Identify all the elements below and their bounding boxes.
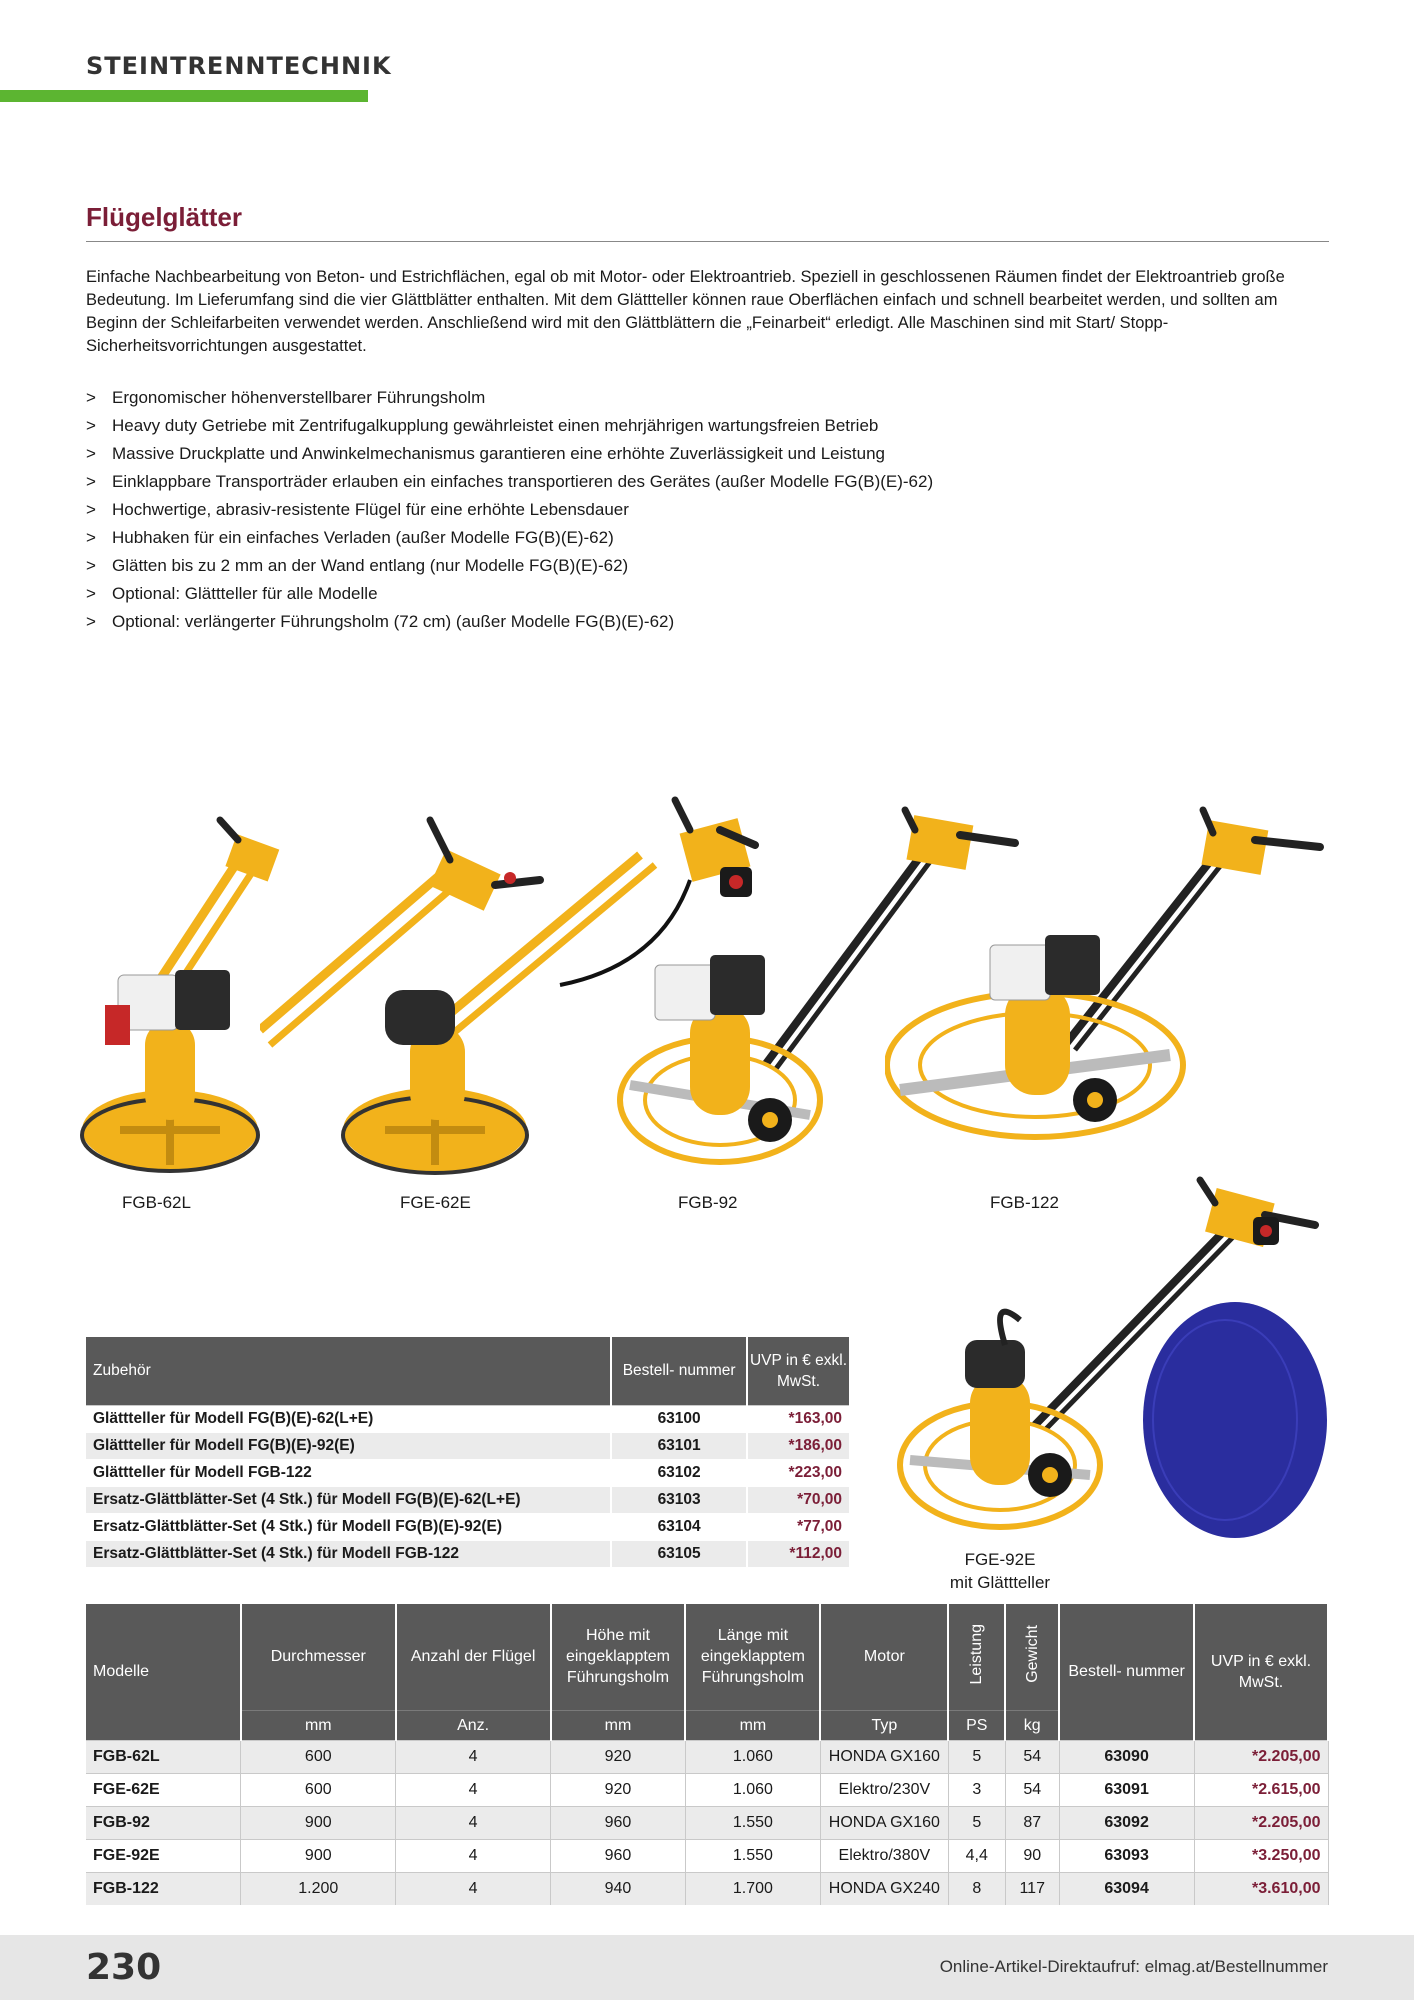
footer-link-text: Online-Artikel-Direktaufruf: elmag.at/Bestellnummer <box>939 1957 1328 1976</box>
list-item: > Ergonomischer höhenverstellbarer Führungsholm <box>86 384 933 412</box>
models-header-power: Leistung <box>948 1604 1005 1710</box>
unit-height: mm <box>551 1710 686 1740</box>
feature-list <box>86 384 933 636</box>
list-item: > Heavy duty Getriebe mit Zentrifugalkupplung gewährleistet einen mehrjährigen wartungsfreien Betrieb <box>86 412 933 440</box>
bullet-icon: > <box>86 528 96 547</box>
list-item: > Hochwertige, abrasiv-resistente Flügel für eine erhöhte Lebensdauer <box>86 496 933 524</box>
accessory-header-name: Zubehör <box>86 1337 611 1405</box>
bullet-icon: > <box>86 416 96 435</box>
unit-length: mm <box>685 1710 820 1740</box>
unit-diameter: mm <box>241 1710 396 1740</box>
table-row: FGB-122 1.200 4 940 1.700 HONDA GX240 8 117 63094 *3.610,00 <box>86 1872 1328 1905</box>
table-row: FGE-92E 900 4 960 1.550 Elektro/380V 4,4 90 63093 *3.250,00 <box>86 1839 1328 1872</box>
table-row: Glättteller für Modell FG(B)(E)-62(L+E) 63100 *163,00 <box>86 1405 850 1432</box>
list-item: > Optional: Glättteller für alle Modelle <box>86 580 933 608</box>
models-header-number: Bestell- nummer <box>1059 1604 1194 1740</box>
bullet-icon: > <box>86 556 96 575</box>
models-header-model: Modelle <box>86 1604 241 1740</box>
unit-power: PS <box>948 1710 1005 1740</box>
product-image-fgb-122 <box>885 805 1330 1180</box>
title-divider <box>86 241 1329 242</box>
accessory-header-price: UVP in € exkl. MwSt. <box>747 1337 850 1405</box>
models-header-price: UVP in € exkl. MwSt. <box>1194 1604 1328 1740</box>
models-header-motor: Motor <box>820 1604 948 1710</box>
product-image-fge-92e <box>895 1175 1335 1560</box>
product-label-fgb-122: FGB-122 <box>990 1193 1059 1212</box>
table-row: Ersatz-Glättblätter-Set (4 Stk.) für Modell FG(B)(E)-62(L+E) 63103 *70,00 <box>86 1486 850 1513</box>
table-row: Ersatz-Glättblätter-Set (4 Stk.) für Modell FG(B)(E)-92(E) 63104 *77,00 <box>86 1513 850 1540</box>
unit-motor: Typ <box>820 1710 948 1740</box>
intro-text: Einfache Nachbearbeitung von Beton- und Estrichflächen, egal ob mit Motor- oder Elektroantrieb. Speziell in geschlossenen Räumen findet der Elektroantrieb große Bedeutung. Im Lieferumfang sind die vier Glättblätter enthalten. Mit dem Glättteller können raue Oberflächen einfach und schnell bearbeitet werden, und sollten am Beginn der Schleifarbeiten verwendet werden. Anschließend wird mit den Glättblättern die „Feinarbeit“ erledigt. Alle Maschinen sind mit Start/ Stopp-Sicherheitsvorrichtungen ausgestattet. <box>86 268 1285 355</box>
accessories-table <box>86 1337 851 1568</box>
bullet-icon: > <box>86 388 96 407</box>
models-header-weight: Gewicht <box>1005 1604 1059 1710</box>
section-accent-bar <box>0 90 368 102</box>
bullet-icon: > <box>86 612 96 631</box>
models-header-length: Länge mit eingeklapptem Führungsholm <box>685 1604 820 1710</box>
bullet-icon: > <box>86 444 96 463</box>
page-title: Flügelglätter <box>86 202 243 232</box>
product-label-fge-62e: FGE-62E <box>400 1193 471 1212</box>
list-item: > Hubhaken für ein einfaches Verladen (außer Modelle FG(B)(E)-62) <box>86 524 933 552</box>
unit-weight: kg <box>1005 1710 1059 1740</box>
list-item: > Massive Druckplatte und Anwinkelmechanismus garantieren eine erhöhte Zuverlässigkeit und Leistung <box>86 440 933 468</box>
unit-blades: Anz. <box>396 1710 551 1740</box>
list-item: > Einklappbare Transporträder erlauben ein einfaches transportieren des Gerätes (außer Modelle FG(B)(E)-62) <box>86 468 933 496</box>
product-label-fge-92e: FGE-92E mit Glättteller <box>949 1550 1051 1592</box>
section-header: STEINTRENNTECHNIK <box>86 52 392 80</box>
models-header-height: Höhe mit eingeklapptem Führungsholm <box>551 1604 686 1710</box>
bullet-icon: > <box>86 584 96 603</box>
product-image-fgb-62l <box>80 800 280 1185</box>
models-header-blades: Anzahl der Flügel <box>396 1604 551 1710</box>
table-row: Ersatz-Glättblätter-Set (4 Stk.) für Modell FGB-122 63105 *112,00 <box>86 1540 850 1567</box>
accessory-header-number: Bestell- nummer <box>611 1337 747 1405</box>
table-row: FGE-62E 600 4 920 1.060 Elektro/230V 3 54 63091 *2.615,00 <box>86 1773 1328 1806</box>
table-row: FGB-62L 600 4 920 1.060 HONDA GX160 5 54 63090 *2.205,00 <box>86 1740 1328 1773</box>
table-row: Glättteller für Modell FG(B)(E)-92(E) 63101 *186,00 <box>86 1432 850 1459</box>
product-label-fgb-62l: FGB-62L <box>122 1193 191 1212</box>
list-item: > Glätten bis zu 2 mm an der Wand entlang (nur Modelle FG(B)(E)-62) <box>86 552 933 580</box>
table-row: Glättteller für Modell FGB-122 63102 *223,00 <box>86 1459 850 1486</box>
list-item: > Optional: verlängerter Führungsholm (72 cm) (außer Modelle FG(B)(E)-62) <box>86 608 933 636</box>
bullet-icon: > <box>86 472 96 491</box>
models-table <box>86 1604 1329 1905</box>
bullet-icon: > <box>86 500 96 519</box>
page-number: 230 <box>86 1947 162 1988</box>
models-header-diameter: Durchmesser <box>241 1604 396 1710</box>
product-label-fgb-92: FGB-92 <box>678 1193 738 1212</box>
table-row: FGB-92 900 4 960 1.550 HONDA GX160 5 87 63092 *2.205,00 <box>86 1806 1328 1839</box>
